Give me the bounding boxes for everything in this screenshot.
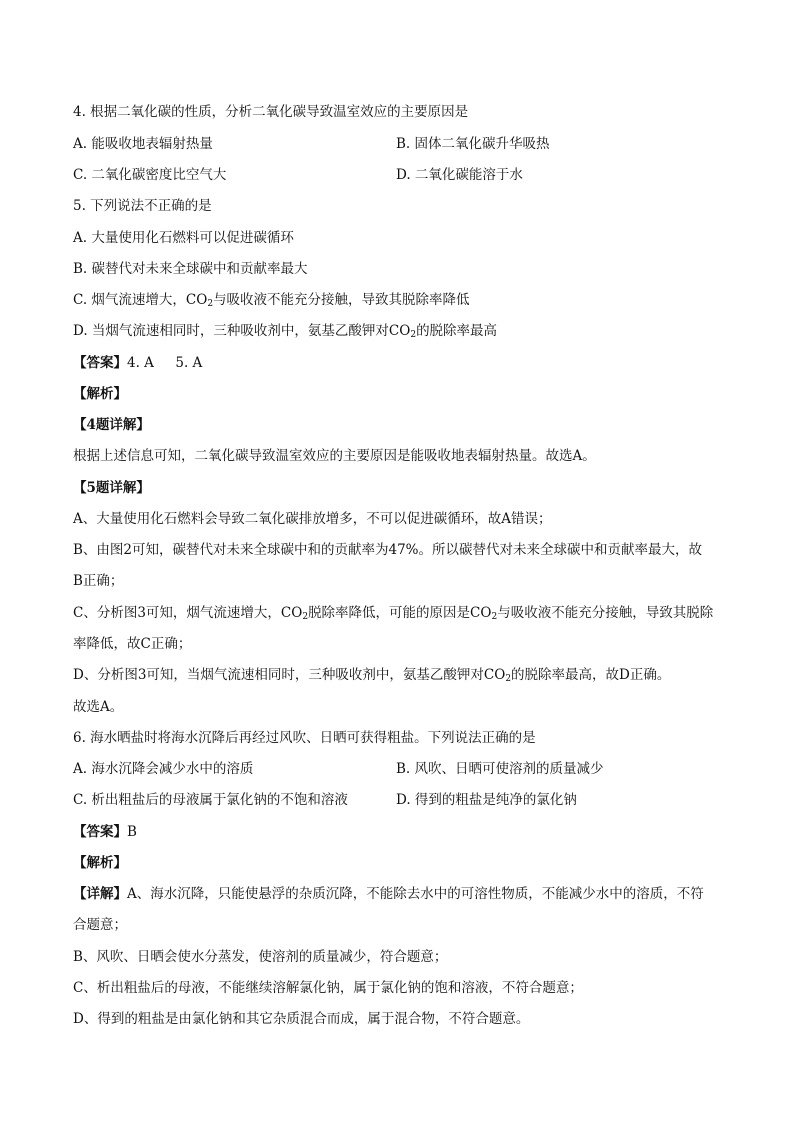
answer-6 <box>73 822 723 842</box>
q5-option-d-post: 的脱除率最高 <box>416 323 498 339</box>
q4-option-c: C. 二氧化碳密度比空气大 <box>73 167 227 183</box>
q5-detail-c-line1 <box>73 603 723 623</box>
q5-detail-label: 【5题详解】 <box>73 480 150 496</box>
q4-option-d: D. 二氧化碳能溶于水 <box>396 167 523 183</box>
q6-option-c: C. 析出粗盐后的母液属于氯化钠的不饱和溶液 <box>73 792 348 808</box>
q4-option-b: B. 固体二氧化碳升华吸热 <box>396 136 550 152</box>
q5-option-d <box>73 321 723 341</box>
answer-6-text: B <box>127 824 137 840</box>
q5-option-c <box>73 290 723 310</box>
analysis-45-label: 【解析】 <box>73 386 127 402</box>
q5-detail-c-post: 与吸收液不能充分接触，导致其脱除 <box>497 605 714 621</box>
analysis-6-label: 【解析】 <box>73 855 127 871</box>
q5-detail-d-post: 的脱除率最高，故D正确。 <box>511 667 671 683</box>
answer-45 <box>73 353 723 373</box>
q5-option-c-sub: 2 <box>207 299 214 309</box>
q5-detail-b-line2: B正确； <box>73 573 124 589</box>
q5-detail-c-sub1: 2 <box>302 612 309 622</box>
q6-stem: 6. 海水晒盐时将海水沉降后再经过风吹、日晒可获得粗盐。下列说法正确的是 <box>73 730 536 746</box>
q6-detail-a-line2: 合题意； <box>73 917 127 933</box>
q5-option-d-pre: D. 当烟气流速相同时，三种吸收剂中，氨基乙酸钾对CO <box>73 323 411 339</box>
q6-detail-c: C、析出粗盐后的母液，不能继续溶解氯化钠，属于氯化钠的饱和溶液，不符合题意； <box>73 980 583 996</box>
q4-detail-label: 【4题详解】 <box>73 417 150 433</box>
q4-stem: 4. 根据二氧化碳的性质，分析二氧化碳导致温室效应的主要原因是 <box>73 104 469 120</box>
q5-detail-d <box>73 665 723 685</box>
q6-detail-d: D、得到的粗盐是由氯化钠和其它杂质混合而成，属于混合物，不符合题意。 <box>73 1011 530 1027</box>
q4-option-a: A. 能吸收地表辐射热量 <box>73 136 213 152</box>
q5-detail-c-pre: C、分析图3可知，烟气流速增大，CO <box>73 605 303 621</box>
q5-stem: 5. 下列说法不正确的是 <box>73 198 212 214</box>
q6-option-b: B. 风吹、日晒可使溶剂的质量减少 <box>396 761 604 777</box>
q5-option-c-pre: C. 烟气流速增大，CO <box>73 292 208 308</box>
answer-6-label: 【答案】 <box>73 824 127 840</box>
q5-detail-c-mid: 脱除率降低，可能的原因是CO <box>308 605 492 621</box>
q6-detail-label: 【详解】 <box>73 886 127 902</box>
q6-option-a: A. 海水沉降会减少水中的溶质 <box>73 761 254 777</box>
q5-detail-a: A、大量使用化石燃料会导致二氧化碳排放增多，不可以促进碳循环，故A错误； <box>73 511 552 527</box>
answer-45-text: 4. A 5. A <box>127 355 203 371</box>
q6-detail-a-text: A、海水沉降，只能使悬浮的杂质沉降，不能除去水中的可溶性物质，不能减少水中的溶质，不符 <box>127 886 704 902</box>
q5-option-b: B. 碳替代对未来全球碳中和贡献率最大 <box>73 261 308 277</box>
answer-45-label: 【答案】 <box>73 355 127 371</box>
q6-detail-a-line1 <box>73 884 723 904</box>
q5-detail-c-sub2: 2 <box>491 612 498 622</box>
q6-option-d: D. 得到的粗盐是纯净的氯化钠 <box>396 792 577 808</box>
q5-detail-c-line2: 率降低，故C正确； <box>73 636 192 652</box>
q5-option-d-sub: 2 <box>410 330 417 340</box>
q5-conclusion: 故选A。 <box>73 699 124 715</box>
q6-detail-b: B、风吹、日晒会使水分蒸发，使溶剂的质量减少，符合题意； <box>73 949 448 965</box>
q4-detail-text: 根据上述信息可知，二氧化碳导致温室效应的主要原因是能吸收地表辐射热量。故选A。 <box>73 448 596 464</box>
q5-detail-b-line1: B、由图2可知，碳替代对未来全球碳中和的贡献率为47%。所以碳替代对未来全球碳中和贡献率最大，故 <box>73 542 703 558</box>
q5-detail-d-sub: 2 <box>505 674 512 684</box>
q5-detail-d-pre: D、分析图3可知，当烟气流速相同时，三种吸收剂中，氨基乙酸钾对CO <box>73 667 506 683</box>
q5-option-c-post: 与吸收液不能充分接触，导致其脱除率降低 <box>213 292 470 308</box>
q5-option-a: A. 大量使用化石燃料可以促进碳循环 <box>73 230 294 246</box>
